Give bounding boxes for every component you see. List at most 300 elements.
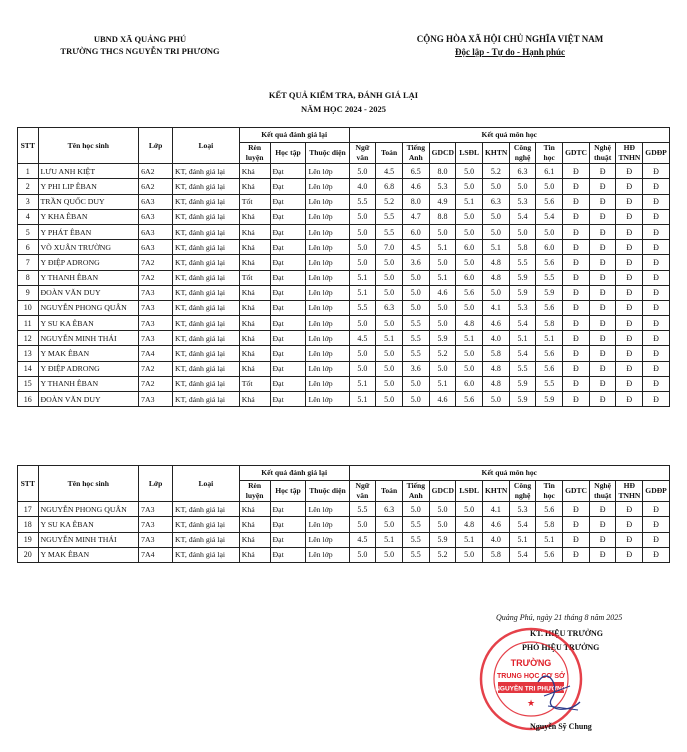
- table-cell: 5.0: [456, 300, 483, 315]
- table-cell: 4.6: [429, 392, 456, 407]
- table-cell: KT, đánh giá lại: [173, 209, 240, 224]
- table-cell: 5.0: [456, 255, 483, 270]
- table-cell: Đ: [616, 240, 643, 255]
- table-cell: Lên lớp: [306, 547, 349, 562]
- col-subject-2: Tiếng Anh: [402, 143, 429, 164]
- col-eval-1: Học tập: [270, 143, 306, 164]
- table-cell: 8.0: [429, 164, 456, 179]
- table-cell: Đạt: [270, 502, 306, 517]
- table-cell: Khá: [239, 179, 270, 194]
- sign-role-2: PHÓ HIỆU TRƯỞNG: [522, 643, 600, 652]
- table-cell: Đ: [589, 270, 616, 285]
- svg-text:TRUNG HỌC CƠ SỞ: TRUNG HỌC CƠ SỞ: [497, 673, 565, 680]
- official-seal-stamp: [478, 626, 584, 732]
- table-cell: 4.9: [429, 194, 456, 209]
- school-year: NĂM HỌC 2024 - 2025: [301, 104, 386, 114]
- table-cell: Khá: [239, 361, 270, 376]
- table-cell: 8: [18, 270, 39, 285]
- table-cell: 6.3: [483, 194, 510, 209]
- table-cell: 5.0: [456, 179, 483, 194]
- table-cell: 5.0: [456, 346, 483, 361]
- table-cell: ĐOÀN VĂN DUY: [38, 285, 139, 300]
- table-cell: 5.9: [509, 392, 536, 407]
- table-cell: 5.1: [429, 270, 456, 285]
- table-cell: Đ: [616, 376, 643, 391]
- table-cell: Đ: [643, 547, 670, 562]
- table-cell: 7A2: [139, 270, 173, 285]
- table-cell: NGUYỄN MINH THÁI: [38, 532, 139, 547]
- table-cell: 5.5: [402, 331, 429, 346]
- table-cell: 6.8: [376, 179, 403, 194]
- table-cell: 5.0: [349, 547, 376, 562]
- table-cell: 5.4: [536, 209, 563, 224]
- table-cell: 4.5: [402, 240, 429, 255]
- table-cell: 5.6: [536, 361, 563, 376]
- table-row: [18, 179, 670, 194]
- table-cell: Đạt: [270, 300, 306, 315]
- col-subject-1: Toán: [376, 481, 403, 502]
- table-cell: 5.1: [349, 376, 376, 391]
- table-cell: 6.5: [402, 164, 429, 179]
- col-subject-0: Ngữ văn: [349, 143, 376, 164]
- table-cell: Đ: [589, 547, 616, 562]
- table-cell: Đ: [643, 300, 670, 315]
- table-cell: Đạt: [270, 361, 306, 376]
- table-cell: Khá: [239, 502, 270, 517]
- table-cell: KT, đánh giá lại: [173, 179, 240, 194]
- table-cell: 7A3: [139, 502, 173, 517]
- table-cell: 5.5: [402, 346, 429, 361]
- table-cell: Đạt: [270, 194, 306, 209]
- table-cell: Đạt: [270, 346, 306, 361]
- table-cell: 5.0: [536, 179, 563, 194]
- table-cell: Đ: [563, 346, 590, 361]
- table-row: [18, 331, 670, 346]
- svg-text:★: ★: [526, 698, 536, 708]
- table-cell: 3: [18, 194, 39, 209]
- table-cell: KT, đánh giá lại: [173, 300, 240, 315]
- table-cell: Đ: [616, 209, 643, 224]
- table-cell: KT, đánh giá lại: [173, 164, 240, 179]
- table-cell: LƯU ANH KIỆT: [38, 164, 139, 179]
- table-cell: 4.5: [349, 532, 376, 547]
- table-cell: Y PHÁT ÊBAN: [38, 224, 139, 239]
- table-cell: 5.0: [376, 346, 403, 361]
- table-cell: 5.6: [536, 502, 563, 517]
- table-cell: 5.0: [376, 270, 403, 285]
- table-cell: Lên lớp: [306, 502, 349, 517]
- table-cell: Đ: [616, 179, 643, 194]
- table-cell: Đ: [563, 547, 590, 562]
- table-cell: 4.6: [429, 285, 456, 300]
- table-cell: Đ: [589, 361, 616, 376]
- table-cell: 4.6: [483, 517, 510, 532]
- table-cell: 5.6: [456, 285, 483, 300]
- table-cell: Đ: [643, 179, 670, 194]
- table-cell: 5.0: [429, 300, 456, 315]
- table-cell: Lên lớp: [306, 285, 349, 300]
- table-cell: 5.6: [536, 300, 563, 315]
- table-cell: 5.1: [376, 532, 403, 547]
- col-eval-2: Thuộc diện: [306, 481, 349, 502]
- table-cell: Đạt: [270, 316, 306, 331]
- table-cell: Lên lớp: [306, 255, 349, 270]
- table-cell: Đ: [563, 209, 590, 224]
- col-eval-1: Học tập: [270, 481, 306, 502]
- table-cell: 5.4: [509, 209, 536, 224]
- col-stt: STT: [18, 466, 39, 502]
- table-cell: 5.0: [402, 285, 429, 300]
- table-cell: 5.0: [376, 517, 403, 532]
- table-cell: 5.0: [349, 361, 376, 376]
- table-cell: Đ: [589, 285, 616, 300]
- table-cell: 6A2: [139, 164, 173, 179]
- table-cell: 7: [18, 255, 39, 270]
- col-student-name: Tên học sinh: [38, 128, 139, 164]
- table-cell: 5.8: [509, 240, 536, 255]
- table-cell: Khá: [239, 331, 270, 346]
- table-cell: Đ: [563, 194, 590, 209]
- table-cell: Khá: [239, 164, 270, 179]
- table-cell: Lên lớp: [306, 209, 349, 224]
- table-cell: Đ: [563, 376, 590, 391]
- table-cell: 5.1: [456, 331, 483, 346]
- col-subject-6: Công nghệ: [509, 481, 536, 502]
- table-cell: 5.0: [349, 164, 376, 179]
- table-cell: 6.0: [536, 240, 563, 255]
- table-cell: 6A3: [139, 194, 173, 209]
- table-cell: Đ: [589, 209, 616, 224]
- table-cell: Đạt: [270, 392, 306, 407]
- table-cell: Đạt: [270, 532, 306, 547]
- table-cell: 6A3: [139, 224, 173, 239]
- table-cell: 6.3: [509, 164, 536, 179]
- table-cell: Đạt: [270, 240, 306, 255]
- table-cell: Đạt: [270, 164, 306, 179]
- table-cell: 5.0: [402, 392, 429, 407]
- issuer-header: [40, 33, 240, 57]
- table-cell: KT, đánh giá lại: [173, 517, 240, 532]
- table-cell: NGUYỄN MINH THÁI: [38, 331, 139, 346]
- table-cell: NGUYỄN PHONG QUÂN: [38, 502, 139, 517]
- table-cell: 6A2: [139, 179, 173, 194]
- table-cell: 5.1: [536, 532, 563, 547]
- table-cell: 14: [18, 361, 39, 376]
- table-cell: Đ: [616, 316, 643, 331]
- table-cell: 10: [18, 300, 39, 315]
- table-cell: 5.0: [349, 240, 376, 255]
- col-type: Loại: [173, 466, 240, 502]
- table-cell: KT, đánh giá lại: [173, 502, 240, 517]
- svg-text:NGUYỄN TRI PHƯƠNG: NGUYỄN TRI PHƯƠNG: [495, 685, 567, 693]
- table-cell: Lên lớp: [306, 194, 349, 209]
- table-cell: 4.0: [349, 179, 376, 194]
- table-cell: 2: [18, 179, 39, 194]
- table-cell: 5.0: [456, 361, 483, 376]
- svg-text:TRƯỜNG: TRƯỜNG: [510, 658, 552, 668]
- table-cell: Đ: [563, 300, 590, 315]
- table-cell: Đ: [643, 502, 670, 517]
- table-cell: Đạt: [270, 376, 306, 391]
- table-cell: 5.0: [483, 209, 510, 224]
- table-cell: 5.0: [456, 224, 483, 239]
- table-row: [18, 194, 670, 209]
- table-cell: 5.8: [483, 547, 510, 562]
- table-cell: Đ: [589, 331, 616, 346]
- table-cell: 12: [18, 331, 39, 346]
- table-cell: Y SU KA ÊBAN: [38, 316, 139, 331]
- table-cell: KT, đánh giá lại: [173, 194, 240, 209]
- national-motto: Độc lập - Tự do - Hạnh phúc: [454, 47, 565, 57]
- table-cell: 5.9: [429, 331, 456, 346]
- table-cell: 5.1: [349, 392, 376, 407]
- table-cell: KT, đánh giá lại: [173, 224, 240, 239]
- table-cell: Đ: [589, 346, 616, 361]
- table-cell: Đ: [563, 270, 590, 285]
- col-subject-7: Tin học: [536, 143, 563, 164]
- table-cell: Đ: [616, 285, 643, 300]
- table-cell: Đ: [616, 331, 643, 346]
- table-cell: Đ: [589, 532, 616, 547]
- table-cell: 5.1: [429, 240, 456, 255]
- col-type: Loại: [173, 128, 240, 164]
- signer-name: Nguyễn Sỹ Chung: [530, 722, 592, 731]
- table-cell: 5.5: [402, 532, 429, 547]
- table-cell: 5.3: [509, 502, 536, 517]
- table-cell: 16: [18, 392, 39, 407]
- results-table-1: [17, 127, 670, 407]
- table-row: [18, 517, 670, 532]
- table-row: [18, 547, 670, 562]
- table-cell: Y ĐIỆP ADRONG: [38, 361, 139, 376]
- table-cell: 5.0: [429, 502, 456, 517]
- table-cell: Đ: [616, 300, 643, 315]
- table-cell: Đ: [563, 316, 590, 331]
- col-subject-10: HĐ TNHN: [616, 143, 643, 164]
- table-cell: Y PHI LIP ÊBAN: [38, 179, 139, 194]
- table-cell: Khá: [239, 316, 270, 331]
- table-cell: 5.9: [509, 376, 536, 391]
- table-cell: Đ: [616, 270, 643, 285]
- table-row: [18, 300, 670, 315]
- table-cell: Lên lớp: [306, 392, 349, 407]
- table-cell: Đạt: [270, 331, 306, 346]
- table-cell: 5.1: [483, 240, 510, 255]
- table-cell: Đ: [589, 194, 616, 209]
- table-cell: 7A2: [139, 376, 173, 391]
- table-cell: 5.9: [509, 270, 536, 285]
- table-cell: Lên lớp: [306, 331, 349, 346]
- col-subject-8: GDTC: [563, 143, 590, 164]
- table-cell: 4.5: [349, 331, 376, 346]
- table-cell: Đ: [643, 285, 670, 300]
- table-cell: 7A3: [139, 517, 173, 532]
- table-row: [18, 240, 670, 255]
- header-row-1: [18, 128, 670, 143]
- table-cell: 5.0: [349, 224, 376, 239]
- group-reevaluation: Kết quả đánh giá lại: [239, 466, 349, 481]
- table-cell: Đ: [563, 392, 590, 407]
- table-cell: 5.0: [349, 346, 376, 361]
- table-cell: 5.0: [376, 376, 403, 391]
- table-cell: Lên lớp: [306, 240, 349, 255]
- table-cell: Đ: [643, 331, 670, 346]
- table-cell: Đ: [589, 376, 616, 391]
- table-cell: 4.0: [483, 532, 510, 547]
- table-cell: Đạt: [270, 270, 306, 285]
- table-cell: Đ: [563, 224, 590, 239]
- col-subject-5: KHTN: [483, 143, 510, 164]
- table-cell: Lên lớp: [306, 179, 349, 194]
- table-row: [18, 270, 670, 285]
- table-cell: 5.0: [429, 361, 456, 376]
- table-cell: 9: [18, 285, 39, 300]
- col-subject-0: Ngữ văn: [349, 481, 376, 502]
- table-cell: Đ: [563, 361, 590, 376]
- table-cell: Đ: [589, 255, 616, 270]
- table-cell: 6A3: [139, 209, 173, 224]
- table-cell: 5.9: [536, 392, 563, 407]
- table-row: [18, 224, 670, 239]
- table-cell: Đạt: [270, 209, 306, 224]
- table-cell: Lên lớp: [306, 270, 349, 285]
- table-cell: 5.0: [376, 547, 403, 562]
- table-cell: 5.0: [349, 255, 376, 270]
- table-cell: Y MAK ÊBAN: [38, 547, 139, 562]
- table-cell: 5.0: [536, 224, 563, 239]
- table-cell: Đ: [563, 532, 590, 547]
- table-cell: 7A4: [139, 547, 173, 562]
- table-cell: Đ: [643, 361, 670, 376]
- group-reevaluation: Kết quả đánh giá lại: [239, 128, 349, 143]
- table-cell: Đ: [643, 240, 670, 255]
- table-row: [18, 316, 670, 331]
- col-eval-0: Rèn luyện: [239, 481, 270, 502]
- table-cell: 5.0: [483, 285, 510, 300]
- table-cell: Khá: [239, 517, 270, 532]
- table-cell: 8.0: [402, 194, 429, 209]
- table-cell: Y THANH ÊBAN: [38, 270, 139, 285]
- table-cell: Lên lớp: [306, 532, 349, 547]
- col-subject-3: GDCD: [429, 143, 456, 164]
- table-cell: KT, đánh giá lại: [173, 255, 240, 270]
- table-cell: 4.7: [402, 209, 429, 224]
- col-subject-4: LSĐL: [456, 481, 483, 502]
- table-cell: Đ: [643, 517, 670, 532]
- table-cell: 5.1: [376, 331, 403, 346]
- table-cell: 5.4: [509, 517, 536, 532]
- table-cell: 5.6: [536, 547, 563, 562]
- group-subject-results: Kết quả môn học: [349, 128, 669, 143]
- table-cell: 5.0: [483, 179, 510, 194]
- table-cell: 7A2: [139, 255, 173, 270]
- table-cell: 6.3: [376, 502, 403, 517]
- table-cell: 6.1: [536, 164, 563, 179]
- table-cell: 4.8: [456, 517, 483, 532]
- table-cell: Đ: [563, 285, 590, 300]
- table-cell: KT, đánh giá lại: [173, 331, 240, 346]
- table-cell: VÕ XUÂN TRƯỜNG: [38, 240, 139, 255]
- col-class: Lớp: [139, 466, 173, 502]
- table-cell: 5.5: [349, 502, 376, 517]
- table-cell: Đ: [563, 517, 590, 532]
- col-subject-4: LSĐL: [456, 143, 483, 164]
- table-cell: Đ: [589, 517, 616, 532]
- table-cell: 5.9: [509, 285, 536, 300]
- table-cell: Y THANH ÊBAN: [38, 376, 139, 391]
- table-cell: Đ: [616, 194, 643, 209]
- table-cell: 5.0: [509, 224, 536, 239]
- table-cell: 5.4: [509, 316, 536, 331]
- table-cell: 5.5: [509, 255, 536, 270]
- table-cell: KT, đánh giá lại: [173, 532, 240, 547]
- table-row: [18, 361, 670, 376]
- table-cell: 6.3: [376, 300, 403, 315]
- table-cell: 5.1: [456, 532, 483, 547]
- col-subject-5: KHTN: [483, 481, 510, 502]
- table-cell: Đ: [563, 164, 590, 179]
- table-cell: Khá: [239, 240, 270, 255]
- table-cell: NGUYỄN PHONG QUÂN: [38, 300, 139, 315]
- table-cell: 5.0: [349, 517, 376, 532]
- sign-role-1: KT. HIỆU TRƯỞNG: [530, 629, 603, 638]
- table-cell: 5.1: [349, 285, 376, 300]
- col-subject-3: GDCD: [429, 481, 456, 502]
- col-subject-1: Toán: [376, 143, 403, 164]
- table-cell: 8.8: [429, 209, 456, 224]
- table-cell: 18: [18, 517, 39, 532]
- table-cell: 5.0: [456, 547, 483, 562]
- col-eval-0: Rèn luyện: [239, 143, 270, 164]
- table-cell: 5.0: [402, 270, 429, 285]
- table-cell: 13: [18, 346, 39, 361]
- table-cell: Lên lớp: [306, 376, 349, 391]
- header-row-1: [18, 466, 670, 481]
- table-cell: Khá: [239, 255, 270, 270]
- table-row: [18, 392, 670, 407]
- table-cell: 7A3: [139, 316, 173, 331]
- table-cell: 20: [18, 547, 39, 562]
- table-cell: Lên lớp: [306, 361, 349, 376]
- table-row: [18, 285, 670, 300]
- table-cell: Y MAK ÊBAN: [38, 346, 139, 361]
- table-cell: 5.0: [402, 502, 429, 517]
- table-cell: 5.5: [509, 361, 536, 376]
- national-header: [380, 33, 640, 59]
- table-cell: Đ: [616, 164, 643, 179]
- table-cell: 5.5: [402, 316, 429, 331]
- table-cell: Đ: [616, 502, 643, 517]
- table-cell: 5.1: [536, 331, 563, 346]
- table-cell: 5.5: [536, 270, 563, 285]
- table-cell: Tốt: [239, 270, 270, 285]
- table-cell: 5.2: [376, 194, 403, 209]
- table-cell: Đ: [563, 331, 590, 346]
- table-cell: 5.0: [429, 224, 456, 239]
- table-cell: Đ: [563, 502, 590, 517]
- table-cell: 5.6: [536, 194, 563, 209]
- table-cell: Khá: [239, 209, 270, 224]
- table-cell: Đ: [616, 361, 643, 376]
- table-cell: 5.0: [402, 300, 429, 315]
- table-cell: Đạt: [270, 517, 306, 532]
- table-cell: 5.0: [376, 361, 403, 376]
- table-cell: KT, đánh giá lại: [173, 270, 240, 285]
- table-cell: TRẦN QUỐC DUY: [38, 194, 139, 209]
- table-cell: 5.5: [376, 209, 403, 224]
- table-cell: Đ: [643, 270, 670, 285]
- table-cell: 7A4: [139, 346, 173, 361]
